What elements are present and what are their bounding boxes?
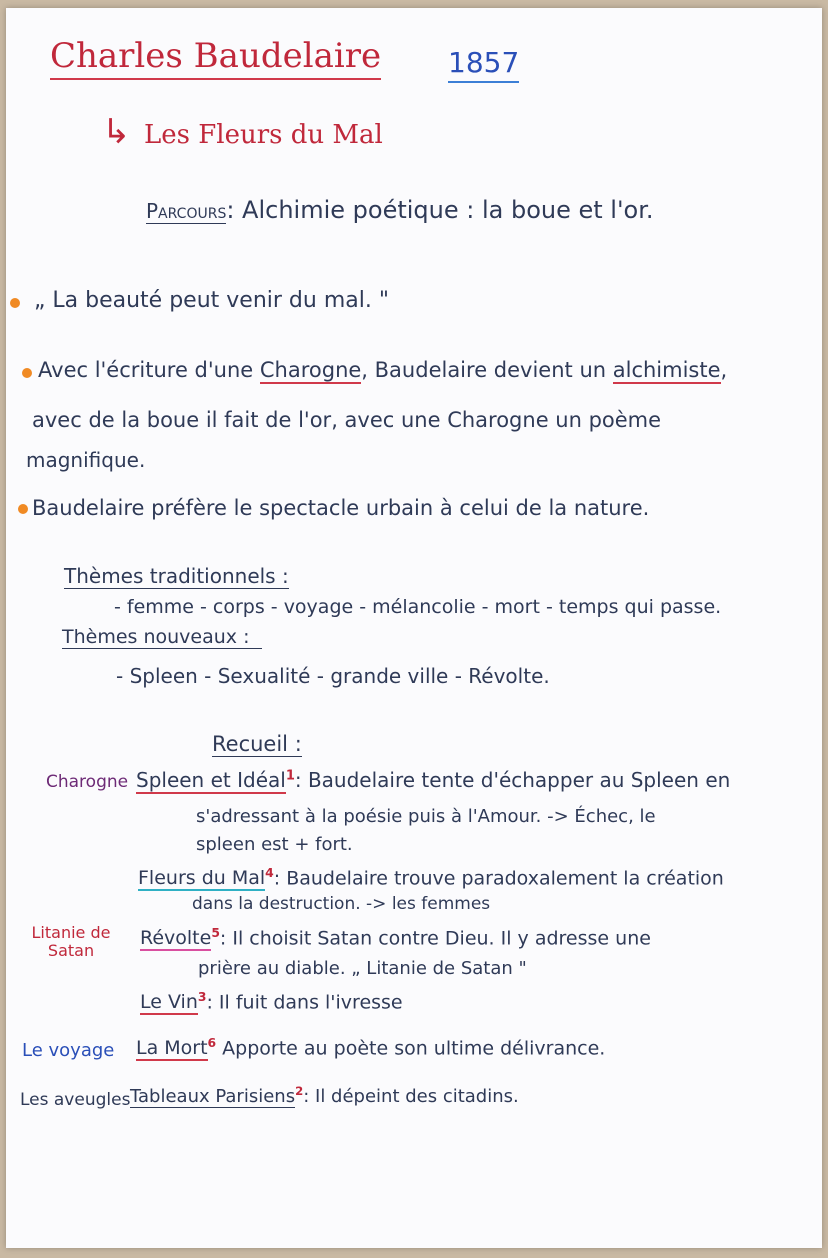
section-number: 2 [295,1084,304,1098]
bullet-dot [22,368,32,378]
section-text: : Baudelaire tente d'échapper au Spleen en [294,768,731,792]
parcours-text: : Alchimie poétique : la boue et l'or. [226,196,654,224]
margin-note: Charogne [46,772,129,792]
section-tableaux-parisiens [130,1084,519,1107]
bullet-dot [18,504,28,514]
word-charogne: Charogne [259,358,362,382]
parcours-label: Parcours [146,199,227,223]
section-text: Apporte au poète son ultime délivrance. [216,1037,606,1060]
parcours-line [146,196,654,224]
section-number: 4 [265,866,274,880]
themes-traditional-label: Thèmes traditionnels : [64,564,289,588]
themes-traditional-items: - femme - corps - voyage - mélancolie - mort - temps qui passe. [114,596,722,618]
section-title: La Mort [136,1037,208,1060]
text-segment: , Baudelaire devient un [361,358,613,382]
themes-new-label: Thèmes nouveaux : [62,626,262,649]
word-alchimiste: alchimiste [612,358,721,382]
bullet-alchimiste-line3: magnifique. [26,448,146,472]
section-number: 1 [285,768,295,784]
section-text: : Il dépeint des citadins. [303,1086,519,1107]
section-text-line: spleen est + fort. [196,834,353,855]
bullet-alchimiste-line1 [38,358,727,382]
section-title: Révolte [140,927,212,950]
section-title: Le Vin [140,991,198,1014]
section-fleurs-du-mal [138,866,724,889]
text-segment: Avec l'écriture d'une [38,358,260,382]
page-title: Charles Baudelaire [50,36,381,80]
section-spleen-ideal [136,768,730,792]
text-segment: , [720,358,728,382]
section-text: : Il fuit dans l'ivresse [206,991,403,1014]
page-year: 1857 [448,46,519,83]
bullet-spectacle: Baudelaire préfère le spectacle urbain à celui de la nature. [32,496,650,520]
notebook-page [6,8,822,1248]
section-title: Spleen et Idéal [136,768,286,792]
section-number: 3 [197,990,207,1004]
section-text-line: dans la destruction. -> les femmes [192,894,491,914]
margin-note: Litanie de Satan [31,923,111,960]
themes-new-items: - Spleen - Sexualité - grande ville - Révolte. [116,664,550,688]
subtitle-arrow: ↳ [102,112,131,152]
bullet-quote: „ La beauté peut venir du mal. " [34,288,389,313]
section-title: Fleurs du Mal [138,867,266,890]
section-text: : Baudelaire trouve paradoxalement la création [273,867,724,890]
margin-note: Les aveugles [20,1090,131,1110]
section-le-vin [140,990,403,1013]
bullet-alchimiste-line2: avec de la boue il fait de l'or, avec une Charogne un poème [32,408,662,432]
bullet-dot [10,298,20,308]
margin-note: Le voyage [22,1040,115,1061]
section-text-line: s'adressant à la poésie puis à l'Amour. -> Échec, le [196,806,656,827]
section-number: 6 [207,1036,217,1050]
section-title: Tableaux Parisiens [130,1086,296,1107]
section-la-mort [136,1036,605,1059]
section-text: : Il choisit Satan contre Dieu. Il y adresse une [219,927,651,950]
section-revolte [140,926,651,949]
subtitle: Les Fleurs du Mal [144,120,383,150]
recueil-label: Recueil : [212,732,302,756]
section-text-line: prière au diable. „ Litanie de Satan " [198,958,527,979]
section-number: 5 [211,926,220,940]
